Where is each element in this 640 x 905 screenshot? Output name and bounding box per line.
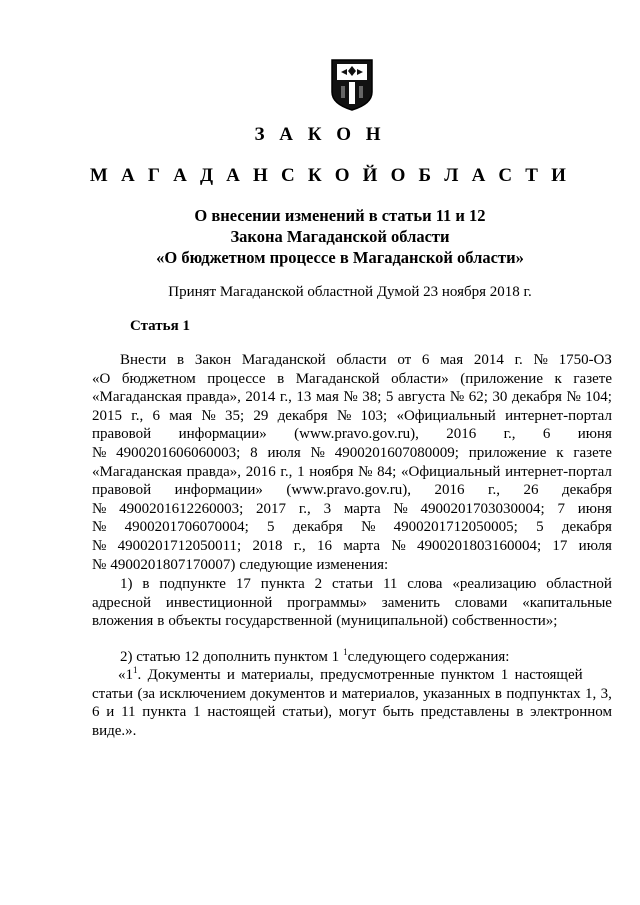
word: газете [573, 444, 612, 461]
text-line [92, 388, 612, 407]
text-line [92, 556, 612, 575]
word: июля [578, 537, 612, 554]
text-line [92, 500, 612, 519]
word: 1750-ОЗ [558, 352, 612, 368]
word: «О [92, 370, 111, 387]
word: 3, [600, 685, 612, 702]
word: (за [137, 685, 156, 702]
word: № [92, 556, 107, 573]
word: марта [343, 537, 381, 554]
word: заменить [381, 594, 440, 611]
word: в [494, 685, 503, 702]
text-line [92, 537, 612, 556]
word: правовой [92, 482, 152, 499]
word: к [556, 444, 564, 461]
text-line [92, 612, 612, 631]
word: 6 [542, 426, 551, 443]
word: областной [546, 576, 612, 592]
word: декабря [511, 389, 562, 406]
word: июня [577, 500, 612, 517]
word: пункта [260, 576, 305, 592]
word: мая [440, 352, 464, 368]
word: № [449, 389, 465, 406]
quote-prefix: «1 [118, 667, 133, 683]
text-line [92, 463, 612, 482]
word: 6 [421, 352, 430, 368]
word: 84; [377, 463, 397, 480]
word: 1 [297, 463, 305, 480]
word: виде.». [92, 722, 137, 739]
word: декабря [561, 482, 612, 499]
word: в [177, 352, 185, 368]
text-line [92, 518, 612, 537]
word: 35; [224, 407, 245, 424]
word: интернет-портал [505, 463, 612, 480]
word: словами [454, 594, 508, 611]
subtitle-line: О внесении изменений в статьи 11 и 12 [194, 206, 486, 225]
word: № [310, 444, 325, 461]
word: представлены [420, 704, 510, 721]
item-1-paragraph [92, 575, 612, 631]
word: № [336, 407, 352, 424]
item-2-paragraph [92, 648, 612, 667]
text-line [92, 370, 612, 389]
word: мая [315, 389, 339, 406]
word: декабря [292, 519, 343, 536]
word: и [106, 704, 115, 721]
word: 5 [536, 519, 544, 536]
word: г., [293, 537, 306, 554]
word: июля [267, 444, 301, 461]
word: 6 [152, 407, 160, 424]
word: 5 [385, 389, 394, 406]
word: 4900201612260003; [119, 500, 244, 517]
word: Внести [120, 352, 167, 368]
word: 2014 [245, 389, 276, 406]
word: в [142, 576, 150, 592]
text-line [92, 481, 612, 500]
word: № [391, 537, 406, 554]
word: Магаданской [241, 352, 326, 368]
subtitle-line: «О бюджетном процессе в Магаданской области» [156, 248, 524, 267]
word: слова [407, 576, 443, 592]
word: статьи [331, 576, 374, 592]
item-2-before: 2) статью 12 дополнить пунктом 1 [120, 649, 340, 665]
word: 7 [557, 500, 565, 517]
word: «Официальный [396, 407, 496, 424]
word: 4900201607080009; [334, 444, 459, 461]
word: вложения [92, 613, 154, 630]
word: информации» [174, 482, 263, 499]
word: № [393, 500, 408, 517]
quote-line [92, 666, 612, 685]
word: 11 [382, 576, 398, 592]
word: от [397, 352, 412, 368]
word: «Официальный [400, 463, 501, 480]
word: декабря [277, 407, 328, 424]
word: июня [577, 426, 612, 443]
word: области [336, 352, 387, 368]
word: 26 [523, 482, 539, 499]
word: статьи [92, 685, 134, 702]
word: «Магаданская [92, 389, 182, 406]
word: адресной [92, 594, 152, 611]
word: пункта [142, 704, 187, 721]
word: г., [503, 426, 516, 443]
quote-paragraph [92, 666, 612, 740]
text-line [92, 444, 612, 463]
word: г., [131, 407, 144, 424]
text-line [92, 351, 612, 370]
word: 6 [92, 704, 100, 721]
word: 62; [468, 389, 488, 406]
word: 4900201807170007) [110, 556, 236, 573]
quote-sup: 1 [133, 665, 138, 675]
word: № [92, 444, 107, 461]
word: 104; [585, 389, 612, 406]
word: Магаданской [295, 370, 380, 387]
word: подпункте [159, 576, 226, 592]
word: 13 [296, 389, 312, 406]
word: декабря [561, 519, 612, 536]
word: правда», [186, 463, 242, 480]
word: 16 [317, 537, 333, 554]
word: процессе [207, 370, 266, 387]
item-2-text [120, 648, 513, 667]
word: и [329, 685, 338, 702]
word: 2 [314, 576, 323, 592]
text-line [92, 703, 612, 722]
word: 2016 [434, 482, 465, 499]
word: № [358, 463, 373, 480]
word: приложение [468, 444, 547, 461]
text-line [92, 575, 612, 594]
word: 4900201712050011; [117, 537, 242, 554]
word: № [92, 519, 107, 536]
word: объекты [168, 613, 222, 630]
word: № [92, 537, 107, 554]
word: № [92, 500, 107, 517]
word: следующие [239, 556, 313, 573]
region-title: М А Г А Д А Н С К О Й О Б Л А С Т И [89, 165, 571, 186]
word: (муниципальной) [336, 613, 448, 630]
word: собственности»; [451, 613, 558, 630]
item-2-line [92, 648, 612, 667]
article-heading: Статья 1 [130, 318, 190, 334]
word: (www.pravo.gov.ru), [294, 426, 419, 443]
word: правовой [92, 426, 152, 443]
word: инвестиционной [165, 594, 273, 611]
quote-first-line [118, 666, 583, 685]
word: мая [169, 407, 193, 424]
word: 2016 [446, 426, 477, 443]
intro-paragraph [92, 351, 612, 574]
quote-first-rest: . Документы и материалы, предусмотренные пунктом 1 настоящей [137, 667, 583, 683]
word: 8 [250, 444, 258, 461]
word: № [361, 519, 376, 536]
word: газете [573, 370, 612, 387]
word: бюджетном [121, 370, 196, 387]
word: г., [298, 500, 311, 517]
word: информации» [178, 426, 267, 443]
text-line [92, 685, 612, 704]
law-subtitle [0, 205, 640, 268]
word: 2015 [92, 407, 122, 424]
word: интернет-портал [505, 407, 612, 424]
word: 2014 [473, 352, 504, 368]
subtitle-line: Закона Магаданской области [230, 227, 450, 246]
word: августа [397, 389, 446, 406]
word: в [277, 370, 285, 387]
word: указанных [423, 685, 491, 702]
word: быть [382, 704, 414, 721]
item-2-after: следующего содержания: [347, 649, 510, 665]
word: 29 [253, 407, 269, 424]
word: № [533, 352, 548, 368]
word: материалов, [341, 685, 419, 702]
word: 1 [193, 704, 201, 721]
word: ноября [309, 463, 354, 480]
text-line [92, 425, 612, 444]
word: могут [338, 704, 376, 721]
word: 17 [235, 576, 251, 592]
word: «капитальные [522, 594, 612, 611]
word: «реализацию [452, 576, 537, 592]
word: изменения: [316, 556, 389, 573]
word: № [201, 407, 216, 424]
word: 1) [120, 576, 133, 592]
word: электронном [530, 704, 612, 721]
word: 11 [121, 704, 136, 721]
word: № [566, 389, 581, 406]
law-title: З А К О Н [254, 124, 386, 145]
word: г., [280, 463, 293, 480]
word: в [157, 613, 165, 630]
word: Закон [194, 352, 232, 368]
word: г., [279, 389, 292, 406]
word: «Магаданская [92, 463, 182, 480]
text-line [92, 722, 612, 741]
word: правда», [186, 389, 241, 406]
word: марта [343, 500, 381, 517]
word: 103; [360, 407, 388, 424]
word: 1, [585, 685, 597, 702]
word: 3 [323, 500, 332, 517]
word: 4900201706070004; [124, 519, 249, 536]
word: к [554, 370, 562, 387]
coat-of-arms-emblem [329, 58, 375, 112]
word: статьи), [282, 704, 333, 721]
text-line [92, 407, 612, 426]
item-2-sup: 1 [343, 647, 348, 657]
word: 2017 [256, 500, 287, 517]
word: государственной [225, 613, 333, 630]
word: г. [514, 352, 523, 368]
word: области» [391, 370, 449, 387]
word: 2016 [245, 463, 276, 480]
word: № [343, 389, 358, 406]
word: исключением [159, 685, 246, 702]
word: в [516, 704, 524, 721]
word: (приложение [460, 370, 543, 387]
word: 38; [362, 389, 382, 406]
word: подпунктах [506, 685, 581, 702]
text-line [92, 594, 612, 613]
word: 4900201606060003; [116, 444, 241, 461]
word: 4900201703030004; [420, 500, 545, 517]
word: (www.pravo.gov.ru), [286, 482, 412, 499]
adoption-note: Принят Магаданской областной Думой 23 ноября 2018 г. [168, 284, 532, 300]
word: 17 [552, 537, 568, 554]
word: настоящей [207, 704, 276, 721]
word: 2018 [252, 537, 283, 554]
word: 4900201712050005; [393, 519, 518, 536]
word: 4900201803160004; [416, 537, 542, 554]
word: документов [250, 685, 325, 702]
word: программы» [287, 594, 367, 611]
word: 30 [492, 389, 508, 406]
word: 5 [267, 519, 275, 536]
word: г., [488, 482, 500, 499]
